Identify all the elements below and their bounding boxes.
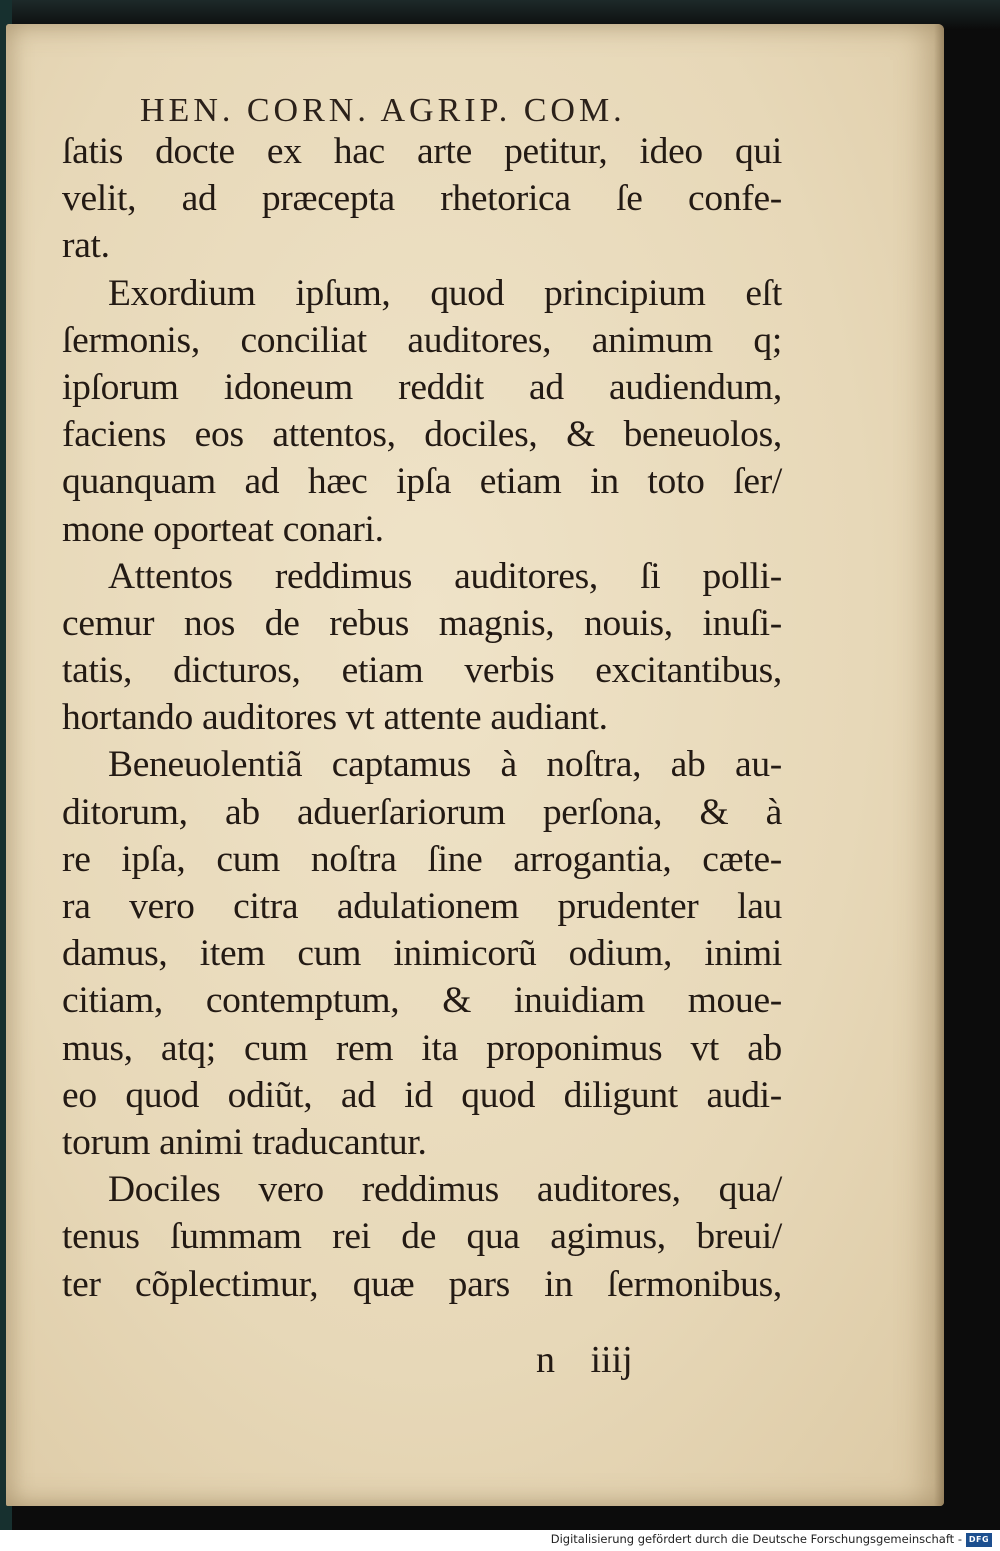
text-line: mus, atq; cum rem ita proponimus vt ab [62, 1027, 782, 1069]
funding-credit: Digitalisierung gefördert durch die Deutsche Forschungsgemeinschaft - [550, 1532, 962, 1546]
footer-strip [0, 1530, 1000, 1551]
text-line: tatis, dicturos, etiam verbis excitantibus, [62, 650, 782, 692]
text-line: torum animi traducantur. [62, 1121, 427, 1163]
text-line: re ipſa, cum noſtra ſine arrogantia, cæte- [62, 838, 782, 880]
text-line: Beneuolentiã captamus à noſtra, ab au- [108, 744, 782, 786]
text-line: Attentos reddimus auditores, ſi polli- [108, 555, 782, 597]
text-line: ipſorum idoneum reddit ad audiendum, [62, 366, 782, 408]
signature-mark: n iiij [536, 1339, 633, 1381]
text-line: rat. [62, 225, 110, 267]
text-line: quanquam ad hæc ipſa etiam in toto ſer/ [62, 461, 782, 503]
text-line: velit, ad præcepta rhetorica ſe confe- [62, 178, 782, 220]
text-line: tenus ſummam rei de qua agimus, breui/ [62, 1216, 782, 1258]
text-line: ſermonis, conciliat auditores, animum q; [62, 319, 782, 361]
running-head: HEN. CORN. AGRIP. COM. [140, 92, 626, 129]
text-line: ter cõplectimur, quæ pars in ſermonibus, [62, 1263, 782, 1305]
text-line: citiam, contemptum, & inuidiam moue- [62, 980, 782, 1022]
text-line: ditorum, ab aduerſariorum perſona, & à [62, 791, 782, 833]
body-text [62, 128, 782, 1308]
dfg-logo-icon: DFG [966, 1533, 992, 1547]
text-line: Exordium ipſum, quod principium eſt [108, 272, 782, 314]
text-line: mone oporteat conari. [62, 508, 384, 550]
text-line: cemur nos de rebus magnis, nouis, inuſi- [62, 602, 782, 644]
text-line: eo quod odiũt, ad id quod diligunt audi- [62, 1074, 782, 1116]
page-fore-edge [934, 24, 944, 1506]
text-line: Dociles vero reddimus auditores, qua/ [108, 1169, 782, 1211]
text-line: faciens eos attentos, dociles, & beneuolos, [62, 414, 782, 456]
text-line: damus, item cum inimicorũ odium, inimi [62, 933, 782, 975]
text-line: ſatis docte ex hac arte petitur, ideo qui [62, 131, 782, 172]
text-line: hortando auditores vt attente audiant. [62, 697, 608, 739]
text-line: ra vero citra adulationem prudenter lau [62, 886, 782, 927]
